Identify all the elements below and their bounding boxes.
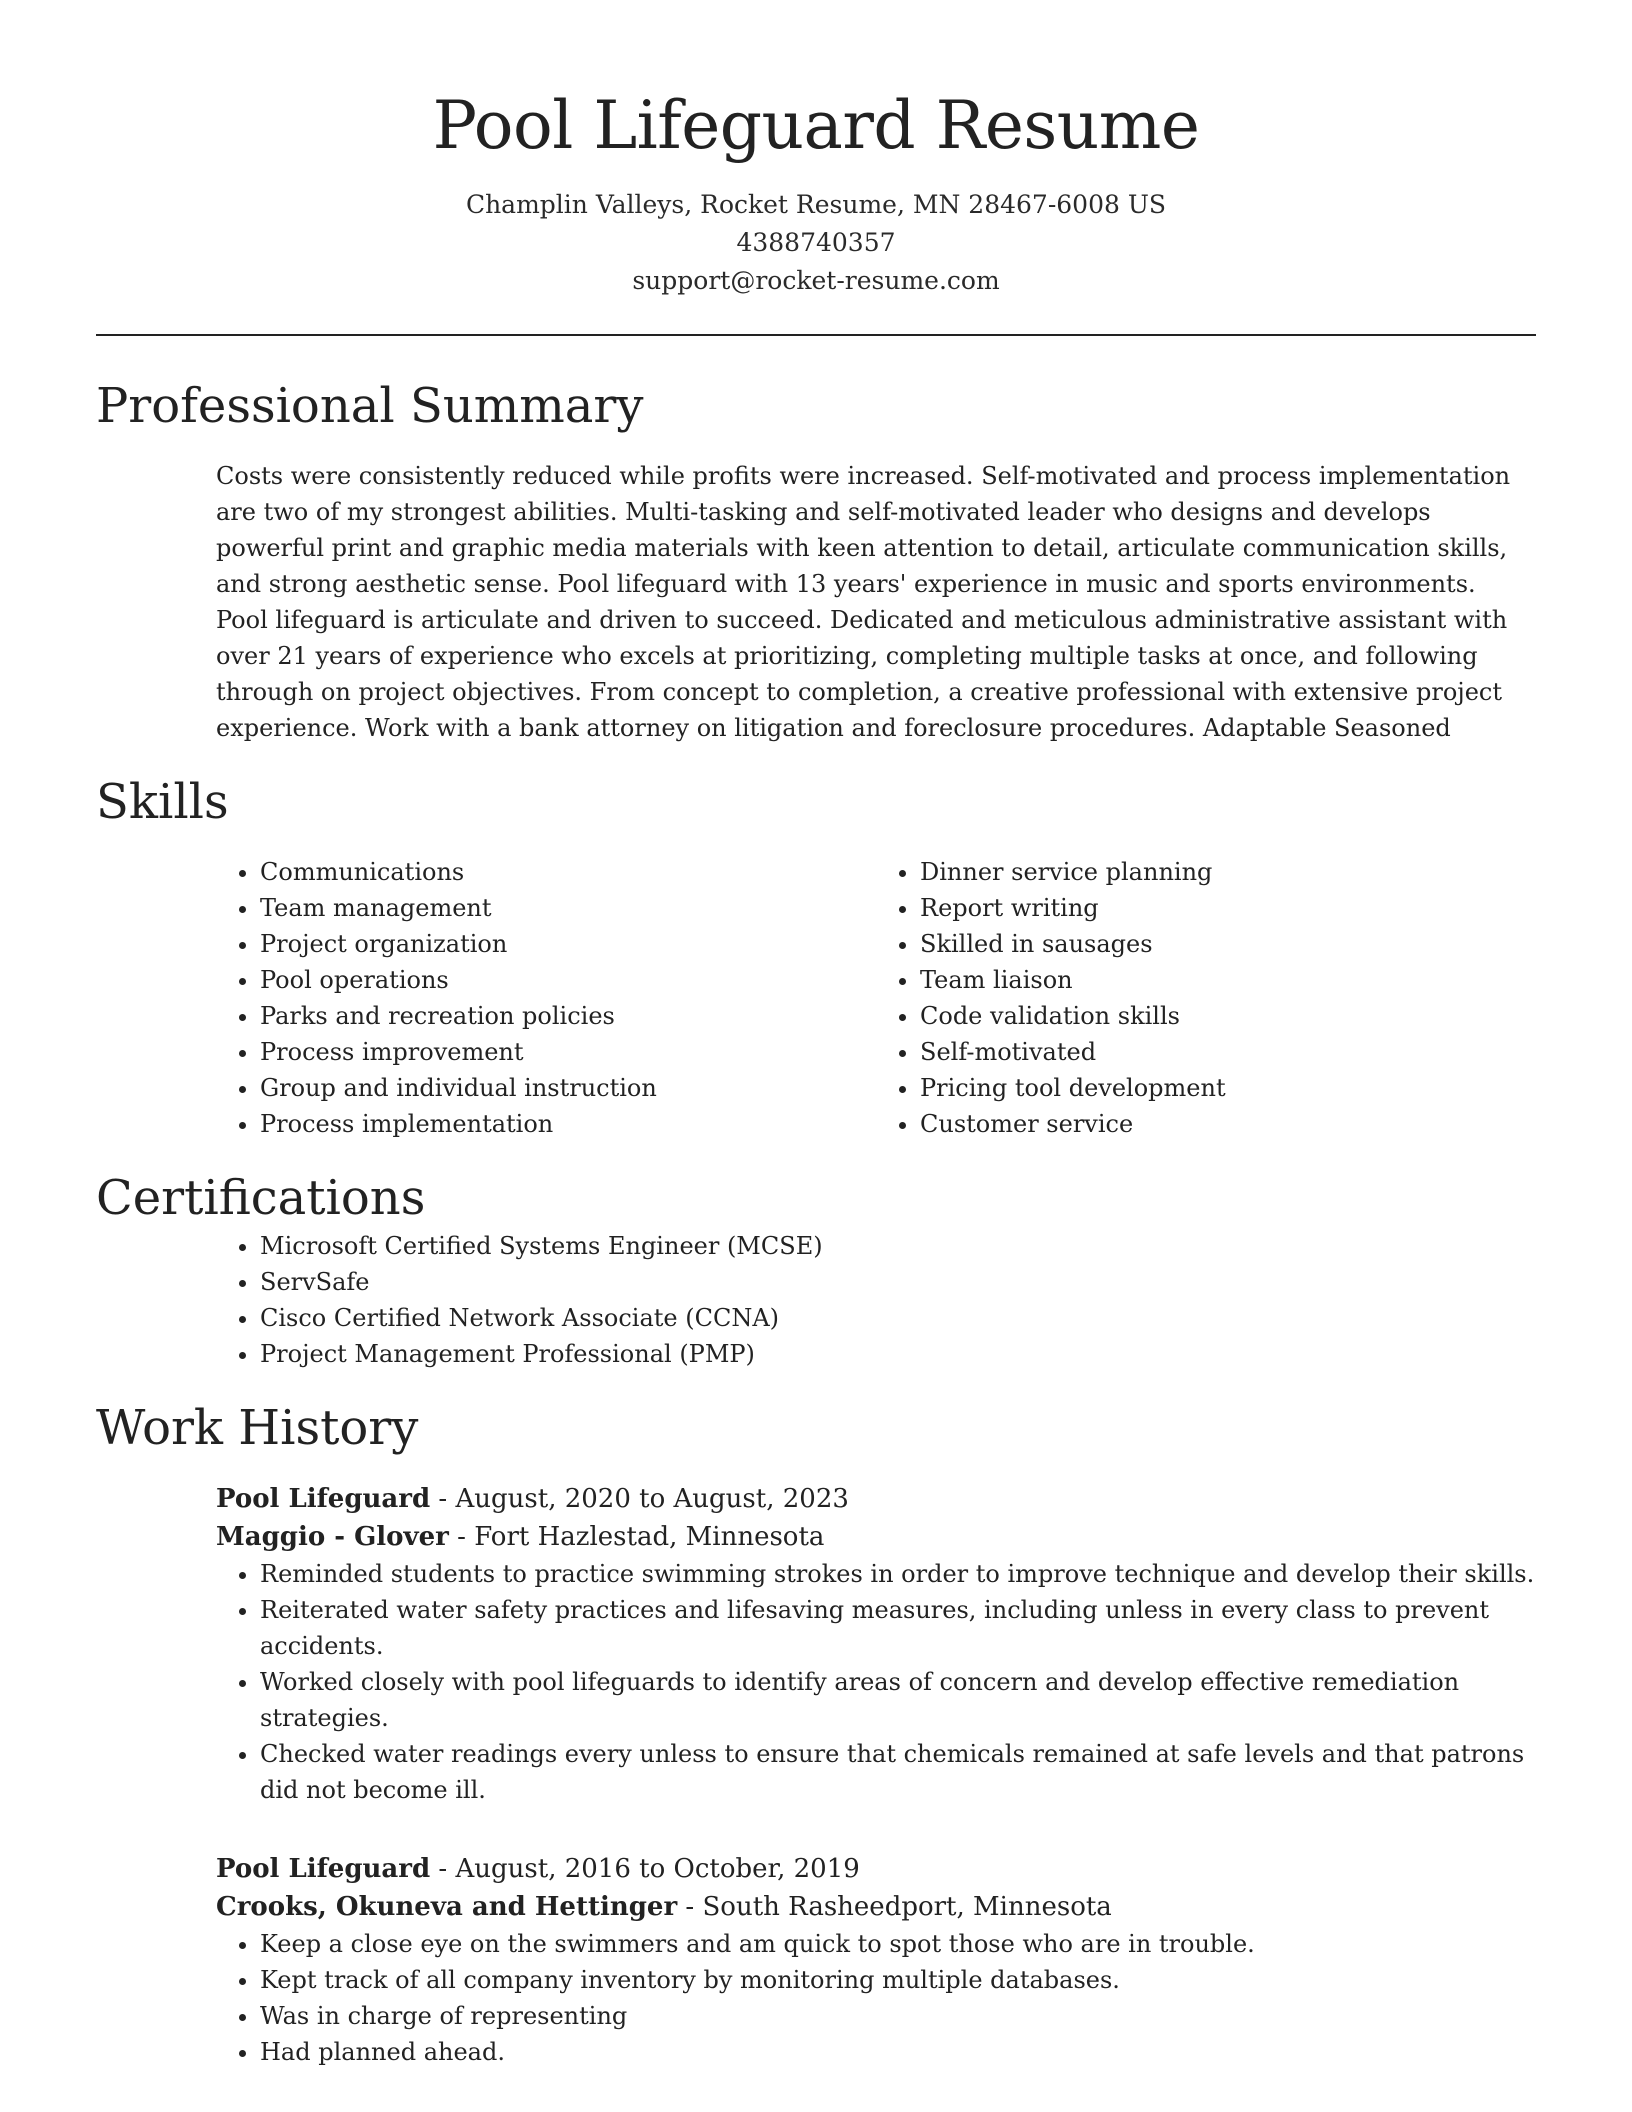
job-entry	[216, 1480, 1536, 1808]
skill-item: • Project organization	[260, 926, 876, 962]
job-role: Pool Lifeguard	[216, 1484, 431, 1514]
job-duty-item: • Kept track of all company inventory by monitoring multiple databases.	[260, 1962, 1536, 1998]
skill-item: • Pricing tool development	[920, 1070, 1536, 1106]
job-company-line	[216, 1518, 1536, 1556]
skill-item: • Customer service	[920, 1106, 1536, 1142]
job-company-line	[216, 1888, 1536, 1926]
header-divider	[96, 334, 1536, 336]
skill-item: • Communications	[260, 854, 876, 890]
contact-block	[96, 186, 1536, 300]
skills-section	[96, 772, 1536, 1142]
job-role: Pool Lifeguard	[216, 1854, 431, 1884]
certification-item: • Project Management Professional (PMP)	[260, 1336, 1536, 1372]
job-duties-list	[216, 1556, 1536, 1808]
certification-item: • Cisco Certified Network Associate (CCNA)	[260, 1300, 1536, 1336]
certifications-heading: Certifications	[96, 1170, 426, 1226]
job-duty-item: • Checked water readings every unless to ensure that chemicals remained at safe levels and that patrons did not become ill.	[260, 1736, 1536, 1808]
resume-header	[96, 0, 1536, 300]
job-location: - Fort Hazlestad, Minnesota	[448, 1522, 825, 1552]
summary-heading: Professional Summary	[96, 378, 644, 434]
skill-item: • Pool operations	[260, 962, 876, 998]
job-duty-item: • Worked closely with pool lifeguards to identify areas of concern and develop effective remediation strategies.	[260, 1664, 1536, 1736]
skill-item: • Team management	[260, 890, 876, 926]
skill-item: • Group and individual instruction	[260, 1070, 876, 1106]
skill-item: • Parks and recreation policies	[260, 998, 876, 1034]
job-duty-item: • Reminded students to practice swimming strokes in order to improve technique and develop their skills.	[260, 1556, 1536, 1592]
skill-item: • Dinner service planning	[920, 854, 1536, 890]
job-company: Crooks, Okuneva and Hettinger	[216, 1892, 678, 1922]
job-location: - South Rasheedport, Minnesota	[677, 1892, 1112, 1922]
work-history-section	[96, 1398, 1536, 2070]
job-duties-list	[216, 1926, 1536, 2070]
skill-item: • Skilled in sausages	[920, 926, 1536, 962]
skill-item: • Code validation skills	[920, 998, 1536, 1034]
skill-item: • Team liaison	[920, 962, 1536, 998]
job-duty-item: • Keep a close eye on the swimmers and am quick to spot those who are in trouble.	[260, 1926, 1536, 1962]
job-company: Maggio - Glover	[216, 1522, 449, 1552]
job-title-line	[216, 1850, 1536, 1888]
skills-heading: Skills	[96, 774, 229, 830]
page-title: Pool Lifeguard Resume	[432, 87, 1200, 164]
job-duty-item: • Reiterated water safety practices and lifesaving measures, including unless in every class to prevent accidents.	[260, 1592, 1536, 1664]
job-dates: - August, 2020 to August, 2023	[430, 1484, 849, 1514]
certifications-list	[216, 1228, 1536, 1372]
job-title-line	[216, 1480, 1536, 1518]
contact-address: Champlin Valleys, Rocket Resume, MN 28467-6008 US	[465, 190, 1167, 219]
contact-phone: 4388740357	[736, 228, 896, 257]
job-dates: - August, 2016 to October, 2019	[430, 1854, 860, 1884]
skill-item: • Process improvement	[260, 1034, 876, 1070]
contact-email: support@rocket-resume.com	[632, 266, 1000, 295]
summary-section	[96, 376, 1536, 746]
skill-item: • Self-motivated	[920, 1034, 1536, 1070]
job-duty-item: • Had planned ahead.	[260, 2034, 1536, 2070]
skills-columns	[216, 854, 1536, 1142]
work-history-heading: Work History	[96, 1400, 419, 1456]
summary-text: Costs were consistently reduced while profits were increased. Self-motivated and process implementation are two of my strongest abilities. Multi-tasking and self-motivated leader who designs and develops powerful print and graphic media materials with keen attention to detail, articulate communication skills, and strong aesthetic sense. Pool lifeguard with 13 years' experience in music and sports environments. Pool lifeguard is articulate and driven to succeed. Dedicated and meticulous administrative assistant with over 21 years of experience who excels at prioritizing, completing multiple tasks at once, and following through on project objectives. From concept to completion, a creative professional with extensive project experience. Work with a bank attorney on litigation and foreclosure procedures. Adaptable Seasoned	[216, 462, 1511, 742]
job-entry	[216, 1850, 1536, 2070]
certification-item: • Microsoft Certified Systems Engineer (MCSE)	[260, 1228, 1536, 1264]
skills-list-right	[876, 854, 1536, 1142]
job-duty-item: • Was in charge of representing	[260, 1998, 1536, 2034]
resume-page	[96, 0, 1536, 2070]
skill-item: • Report writing	[920, 890, 1536, 926]
certifications-section	[96, 1168, 1536, 1372]
skills-list-left	[216, 854, 876, 1142]
certification-item: • ServSafe	[260, 1264, 1536, 1300]
skill-item: • Process implementation	[260, 1106, 876, 1142]
